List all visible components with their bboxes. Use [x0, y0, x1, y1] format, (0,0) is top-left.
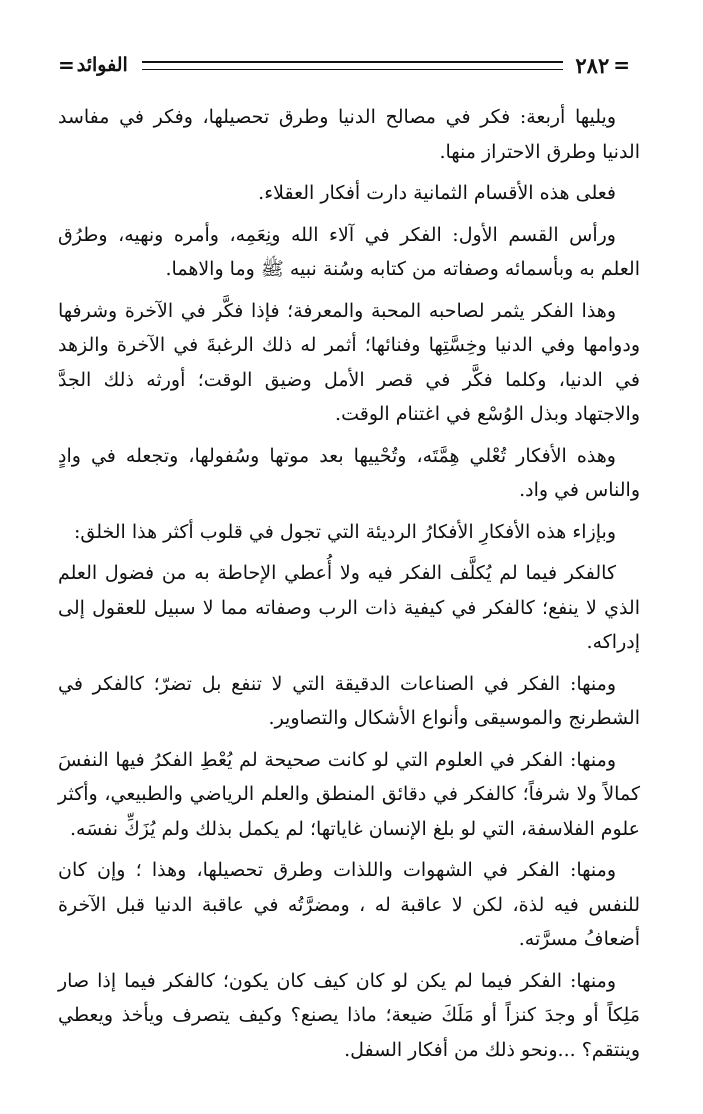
- book-title: الفوائد: [76, 54, 128, 76]
- paragraph: ومنها: الفكر في الشهوات واللذات وطرق تحصيلها، وهذا ؛ وإن كان للنفس فيه لذة، لكن لا عاقبة له ، ومضرَّتُه في عاقبة الدنيا قبل الآخرة أضعافُ مسرَّته.: [58, 859, 640, 950]
- page-number: ٢٨٢: [575, 52, 610, 78]
- paragraph: ومنها: الفكر في الصناعات الدقيقة التي لا تنفع بل تضرّ؛ كالفكر في الشطرنج والموسيقى وأنواع الأشكال والتصاوير.: [58, 672, 640, 729]
- paragraph: فعلى هذه الأقسام الثمانية دارت أفكار العقلاء.: [258, 182, 616, 204]
- paragraph: كالفكر فيما لم يُكلَّف الفكر فيه ولا أُعطي الإحاطة به من فضول العلم الذي لا ينفع؛ كالفكر في كيفية ذات الرب وصفاته مما لا سبيل للعقول إلى إدراكه.: [58, 562, 640, 653]
- paragraph: وهذه الأفكار تُعْلي هِمَّتَه، وتُحْييها بعد موتها وسُفولها، وتجعله في وادٍ والناس في واد.: [58, 444, 640, 501]
- paragraph: ومنها: الفكر في العلوم التي لو كانت صحيحة لم يُعْطِ الفكرُ فيها النفسَ كمالاً ولا شرفاً؛ كالفكر في دقائق المنطق والعلم الرياضي والطبيعي، وأكثر علوم الفلاسفة، التي لو بلغ الإنسان غاياتها؛ لم يكمل بذلك ولم يُزَكِّ نفسَه.: [58, 748, 640, 840]
- paragraph: ومنها: الفكر فيما لم يكن لو كان كيف كان يكون؛ كالفكر فيما إذا صار مَلِكاً أو وجدَ كنزاً أو مَلَكَ ضيعة؛ ماذا يصنع؟ وكيف يتصرف ويأخذ ويعطي وينتقم؟ ...ونحو ذلك من أفكار السفل.: [58, 969, 640, 1061]
- running-header: [58, 50, 630, 80]
- main-text: [58, 100, 640, 1074]
- header-dash-right: =: [613, 53, 630, 77]
- paragraph: وهذا الفكر يثمر لصاحبه المحبة والمعرفة؛ فإذا فكَّر في الآخرة وشرفها ودوامها وفي الدنيا وخِسَّتِها وفنائها؛ أثمر له ذلك الرغبةَ في الآخرة والزهد في الدنيا، وكلما فكَّر في قصر الأمل وضيق الوقت؛ أورثه ذلك الجدَّ والاجتهاد وبذل الوُسْع في اغتنام الوقت.: [58, 299, 640, 425]
- paragraph: وبإزاء هذه الأفكارِ الأفكارُ الرديئة التي تجول في قلوب أكثر هذا الخلق:: [73, 520, 616, 543]
- header-dash-left: =: [58, 53, 75, 77]
- paragraph: ويليها أربعة: فكر في مصالح الدنيا وطرق تحصيلها، وفكر في مفاسد الدنيا وطرق الاحتراز منها.: [58, 106, 640, 163]
- header-rule: [142, 61, 564, 70]
- paragraph: ورأس القسم الأول: الفكر في آلاء الله ونِعَمِه، وأمره ونهيه، وطرُق العلم به وبأسمائه وصفاته من كتابه وسُنة نبيه ﷺ وما والاهما.: [58, 223, 640, 280]
